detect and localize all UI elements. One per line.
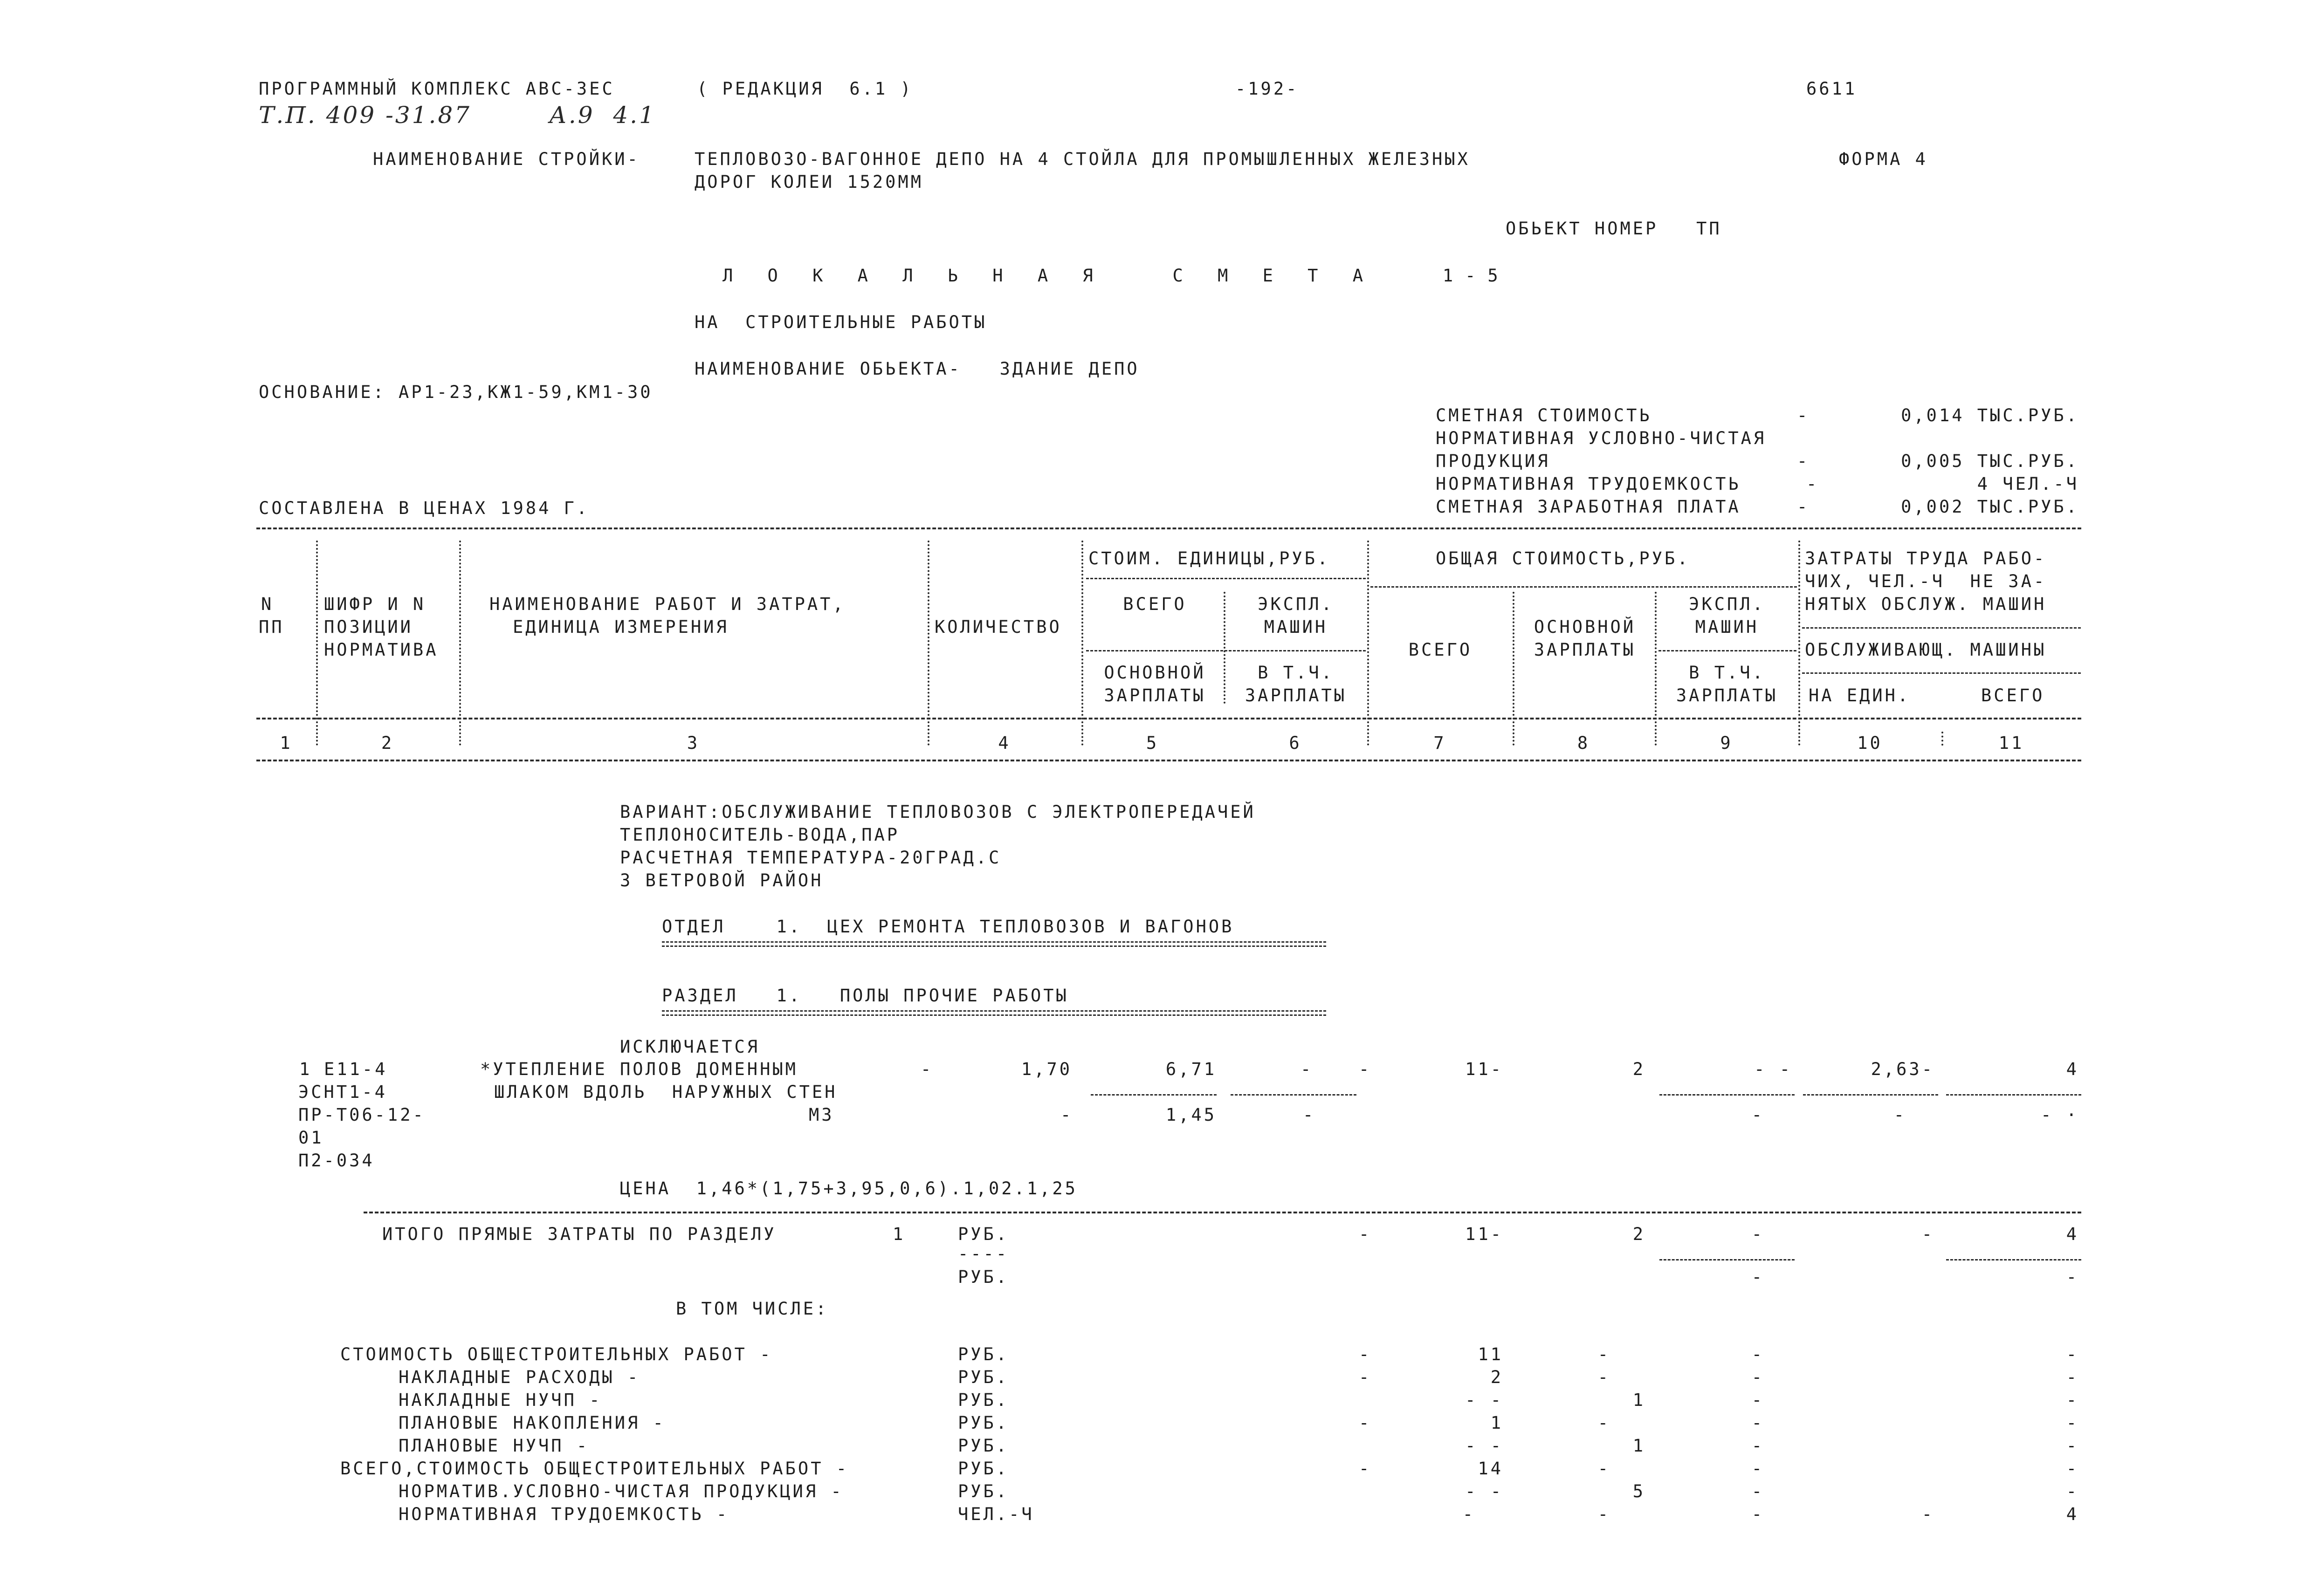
breakdown-value: - (1359, 1344, 1372, 1364)
table-header-rule (256, 718, 2081, 719)
breakdown-value: - (1597, 1504, 1610, 1524)
edition: ( РЕДАКЦИЯ 6.1 ) (697, 79, 913, 99)
col-header-9-sub: ЗАРПЛАТЫ (1676, 685, 1778, 706)
object-number: ОБЬЕКТ НОМЕР ТП (1506, 219, 1722, 239)
totals-unit: РУБ. (958, 1267, 1009, 1287)
breakdown-value: 1 (1632, 1436, 1645, 1456)
document-number: 6611 (1806, 79, 1858, 99)
breakdown-value: 11 (1478, 1344, 1503, 1364)
program-name: ПРОГРАММНЫЙ КОМПЛЕКС АВС-3ЕС (259, 79, 615, 99)
breakdown-value: - (2066, 1413, 2079, 1433)
breakdown-value: 4 (2066, 1504, 2079, 1524)
unit-cost-header: СТОИМ. ЕДИНИЦЫ,РУБ. (1088, 548, 1330, 569)
item-subrule (1659, 1094, 1795, 1096)
breakdown-unit: РУБ. (958, 1367, 1009, 1387)
col-header-1: ПП (259, 617, 284, 637)
item-quantity: 1,70 (1021, 1059, 1072, 1079)
breakdown-value: 5 (1632, 1481, 1645, 1501)
totals-machines-wage: - (1751, 1267, 1764, 1287)
totals-section-number: 1 (893, 1224, 906, 1244)
summary-value: 4 ЧЕЛ.-Ч (1977, 474, 2079, 494)
totals-unit-dash: ---- (958, 1244, 1009, 1264)
breakdown-value: - (1359, 1459, 1372, 1479)
column-divider (1081, 541, 1083, 746)
breakdown-value: - - (1465, 1436, 1503, 1456)
item-total: 11- (1465, 1059, 1503, 1079)
breakdown-label: ПЛАНОВЫЕ НАКОПЛЕНИЯ - (399, 1413, 666, 1433)
col-header-2: НОРМАТИВА (324, 640, 439, 660)
item-labor-machines: - (1893, 1105, 1906, 1125)
breakdown-value: - (1921, 1504, 1934, 1524)
breakdown-value: - (2066, 1367, 2079, 1387)
breakdown-unit: РУБ. (958, 1459, 1009, 1479)
item-unit: М3 (809, 1105, 834, 1125)
summary-label: ПРОДУКЦИЯ (1436, 451, 1550, 471)
breakdown-label: ВСЕГО,СТОИМОСТЬ ОБЩЕСТРОИТЕЛЬНЫХ РАБОТ - (340, 1459, 849, 1479)
column-divider (1513, 592, 1514, 746)
item-name: ШЛАКОМ ВДОЛЬ НАРУЖНЫХ СТЕН (494, 1082, 838, 1102)
col-number: 9 (1720, 733, 1733, 753)
col-number: 8 (1577, 733, 1590, 753)
breakdown-value: - (1462, 1504, 1475, 1524)
col-header-5-sub: ОСНОВНОЙ (1104, 663, 1206, 683)
item-labor-machines-total: - · (2041, 1105, 2079, 1125)
breakdown-unit: РУБ. (958, 1390, 1009, 1410)
item-machines: - - (1754, 1059, 1792, 1079)
document-subtitle: НА СТРОИТЕЛЬНЫЕ РАБОТЫ (695, 312, 987, 332)
breakdown-value: - (1751, 1413, 1764, 1433)
labor-header: ЧИХ, ЧЕЛ.-Ч НЕ ЗА- (1805, 571, 2047, 591)
totals-base-wage: 2 (1632, 1224, 1645, 1244)
breakdown-value: - (1751, 1390, 1764, 1410)
item-base-wage: 2 (1632, 1059, 1645, 1079)
breakdown-label: НОРМАТИВНАЯ ТРУДОЕМКОСТЬ - (399, 1504, 729, 1524)
col-header-11: ВСЕГО (1981, 685, 2045, 706)
breakdown-unit: РУБ. (958, 1344, 1009, 1364)
header-subrule (1802, 627, 2081, 629)
col-number: 2 (381, 733, 394, 753)
breakdown-value: 14 (1478, 1459, 1503, 1479)
construction-label: НАИМЕНОВАНИЕ СТРОЙКИ- (373, 149, 640, 169)
breakdown-value: - (1751, 1344, 1764, 1364)
item-unit-machines: - (1300, 1059, 1314, 1079)
column-divider (1655, 592, 1657, 746)
col-header-2: ШИФР И N (324, 594, 426, 614)
totals-machines: - (1751, 1224, 1764, 1244)
col-header-2: ПОЗИЦИИ (324, 617, 413, 637)
summary-label: СМЕТНАЯ ЗАРАБОТНАЯ ПЛАТА (1436, 497, 1741, 517)
handwritten-code: Т.П. 409 -31.87 (259, 102, 471, 129)
col-header-3: ЕДИНИЦА ИЗМЕРЕНИЯ (513, 617, 729, 637)
breakdown-value: - (1597, 1367, 1610, 1387)
department-heading: ОТДЕЛ 1. ЦЕХ РЕМОНТА ТЕПЛОВОЗОВ И ВАГОНОВ (662, 917, 1234, 937)
col-number: 3 (687, 733, 700, 753)
breakdown-value: - (1359, 1367, 1372, 1387)
breakdown-value: - (1751, 1459, 1764, 1479)
construction-name-line2: ДОРОГ КОЛЕИ 1520ММ (695, 172, 923, 192)
price-basis: СОСТАВЛЕНА В ЦЕНАХ 1984 Г. (259, 498, 590, 518)
item-unit-base-wage: 1,45 (1165, 1105, 1217, 1125)
totals-top-rule (364, 1212, 2081, 1213)
construction-name-line1: ТЕПЛОВОЗО-ВАГОННОЕ ДЕПО НА 4 СТОЙЛА ДЛЯ ПРОМЫШЛЕННЫХ ЖЕЛЕЗНЫХ (695, 149, 1470, 169)
item-base-dash: - (1060, 1105, 1073, 1125)
breakdown-value: - (1751, 1367, 1764, 1387)
breakdown-value: - (1751, 1481, 1764, 1501)
col-header-4: КОЛИЧЕСТВО (935, 617, 1062, 637)
breakdown-label: НОРМАТИВ.УСЛОВНО-ЧИСТАЯ ПРОДУКЦИЯ - (399, 1481, 844, 1501)
col-number: 1 (280, 733, 293, 753)
item-code: ЭСНТ1-4 (298, 1082, 387, 1102)
document-title: Л О К А Л Ь Н А Я С М Е Т А 1-5 (722, 266, 1510, 286)
summary-dash: - (1797, 497, 1810, 517)
item-unit-total: 6,71 (1165, 1059, 1217, 1079)
totals-unit: РУБ. (958, 1224, 1009, 1244)
column-divider (928, 541, 929, 746)
summary-label: НОРМАТИВНАЯ УСЛОВНО-ЧИСТАЯ (1436, 428, 1767, 448)
col-header-9-sub: В Т.Ч. (1689, 663, 1765, 683)
totals-label: ИТОГО ПРЯМЫЕ ЗАТРАТЫ ПО РАЗДЕЛУ (382, 1224, 777, 1244)
totals-subrule (1946, 1259, 2081, 1260)
col-number: 10 (1857, 733, 1883, 753)
breakdown-value: - - (1465, 1481, 1503, 1501)
variant-line: ВАРИАНТ:ОБСЛУЖИВАНИЕ ТЕПЛОВОЗОВ С ЭЛЕКТРОПЕРЕДАЧЕЙ (620, 802, 1256, 822)
section-heading: РАЗДЕЛ 1. ПОЛЫ ПРОЧИЕ РАБОТЫ (662, 986, 1069, 1006)
item-code: ПР-Т06-12- (298, 1105, 426, 1125)
col-header-10: НА ЕДИН. (1809, 685, 1911, 706)
breakdown-value: - (1597, 1344, 1610, 1364)
header-subrule (1370, 586, 1797, 588)
breakdown-value: - (1751, 1504, 1764, 1524)
breakdown-unit: РУБ. (958, 1436, 1009, 1456)
breakdown-label: ПЛАНОВЫЕ НУЧП - (399, 1436, 590, 1456)
breakdown-value: - (2066, 1459, 2079, 1479)
item-subrule (1803, 1094, 1938, 1096)
breakdown-value: - (1597, 1459, 1610, 1479)
item-code: 01 (298, 1128, 324, 1148)
breakdown-value: 1 (1490, 1413, 1503, 1433)
item-unit-machines: - (1359, 1059, 1372, 1079)
item-labor-unit: 2,63- (1871, 1059, 1934, 1079)
totals-subrule (1659, 1259, 1795, 1260)
page-number: -192- (1235, 79, 1299, 99)
item-unit-incl-wage: - (1303, 1105, 1316, 1125)
item-number: 1 (299, 1059, 312, 1079)
summary-value: 0,005 ТЫС.РУБ. (1901, 451, 2079, 471)
column-divider (1367, 541, 1369, 746)
col-header-6: МАШИН (1264, 617, 1328, 637)
col-header-6-sub: ЗАРПЛАТЫ (1245, 685, 1347, 706)
col-header-8: ОСНОВНОЙ (1534, 617, 1636, 637)
labor-header: ЗАТРАТЫ ТРУДА РАБО- (1805, 548, 2047, 569)
summary-label: СМЕТНАЯ СТОИМОСТЬ (1436, 405, 1652, 425)
object-name: НАИМЕНОВАНИЕ ОБЬЕКТА- ЗДАНИЕ ДЕПО (695, 359, 1140, 379)
breakdown-value: - (2066, 1436, 2079, 1456)
department-underline (662, 941, 1326, 947)
breakdown-value: - (1359, 1413, 1372, 1433)
labor-subheader: ОБСЛУЖИВАЮЩ. МАШИНЫ (1805, 640, 2047, 660)
col-header-1: N (261, 594, 274, 614)
breakdown-value: - (1751, 1436, 1764, 1456)
item-labor-total: 4 (2066, 1059, 2079, 1079)
breakdown-label: НАКЛАДНЫЕ НУЧП - (399, 1390, 602, 1410)
col-number: 5 (1146, 733, 1159, 753)
col-header-3: НАИМЕНОВАНИЕ РАБОТ И ЗАТРАТ, (489, 594, 846, 614)
section-underline (662, 1010, 1326, 1016)
col-number: 11 (1998, 733, 2024, 753)
variant-line: ТЕПЛОНОСИТЕЛЬ-ВОДА,ПАР (620, 825, 900, 845)
totals-total: 11- (1465, 1224, 1503, 1244)
totals-labor-unit: - (1921, 1224, 1934, 1244)
header-subrule (1802, 672, 2081, 674)
totals-unit-cost-dash: - (1359, 1224, 1372, 1244)
breakdown-value: 2 (1490, 1367, 1503, 1387)
including-label: В ТОМ ЧИСЛЕ: (676, 1299, 829, 1319)
summary-dash: - (1797, 405, 1810, 425)
labor-header: НЯТЫХ ОБСЛУЖ. МАШИН (1805, 594, 2047, 614)
item-price-formula: ЦЕНА 1,46*(1,75+3,95,0,6).1,02.1,25 (620, 1178, 1078, 1199)
column-divider (459, 541, 461, 746)
breakdown-value: - (1597, 1413, 1610, 1433)
item-subrule (1231, 1094, 1356, 1096)
breakdown-label: НАКЛАДНЫЕ РАСХОДЫ - (399, 1367, 640, 1387)
variant-line: РАСЧЕТНАЯ ТЕМПЕРАТУРА-20ГРАД.С (620, 848, 1002, 868)
column-divider (1798, 541, 1800, 746)
col-number: 4 (998, 733, 1011, 753)
item-subrule (1946, 1094, 2081, 1096)
item-machines-wage: - (1751, 1105, 1764, 1125)
item-code: Е11-4 (324, 1059, 388, 1079)
header-subrule (1086, 650, 1366, 651)
column-divider (1224, 592, 1225, 704)
col-header-6: ЭКСПЛ. (1258, 594, 1334, 614)
breakdown-unit: РУБ. (958, 1413, 1009, 1433)
basis: ОСНОВАНИЕ: АР1-23,КЖ1-59,КМ1-30 (259, 382, 653, 402)
col-header-5: ВСЕГО (1123, 594, 1187, 614)
header-subrule (1086, 578, 1366, 579)
item-code: П2-034 (298, 1151, 375, 1171)
handwritten-sheet: А.9 4.1 (549, 102, 656, 129)
col-number: 6 (1289, 733, 1302, 753)
breakdown-value: - (2066, 1390, 2079, 1410)
header-subrule (1658, 650, 1796, 651)
item-qty-dash: - (921, 1059, 934, 1079)
item-name: *УТЕПЛЕНИЕ ПОЛОВ ДОМЕННЫМ (480, 1059, 798, 1079)
breakdown-label: СТОИМОСТЬ ОБЩЕСТРОИТЕЛЬНЫХ РАБОТ - (340, 1344, 773, 1364)
col-header-6-sub: В Т.Ч. (1258, 663, 1334, 683)
breakdown-value: - (2066, 1481, 2079, 1501)
breakdown-unit: ЧЕЛ.-Ч (958, 1504, 1034, 1524)
form-label: ФОРМА 4 (1839, 149, 1928, 169)
col-header-9: ЭКСПЛ. (1689, 594, 1765, 614)
excluded-label: ИСКЛЮЧАЕТСЯ (620, 1037, 760, 1057)
summary-label: НОРМАТИВНАЯ ТРУДОЕМКОСТЬ (1436, 474, 1741, 494)
breakdown-unit: РУБ. (958, 1481, 1009, 1501)
breakdown-value: 1 (1632, 1390, 1645, 1410)
col-header-7: ВСЕГО (1408, 640, 1473, 660)
summary-value: 0,014 ТЫС.РУБ. (1901, 405, 2079, 425)
variant-line: 3 ВЕТРОВОЙ РАЙОН (620, 870, 824, 890)
column-divider (316, 541, 318, 746)
summary-dash: - (1797, 451, 1810, 471)
summary-value: 0,002 ТЫС.РУБ. (1901, 497, 2079, 517)
summary-dash: - (1806, 474, 1819, 494)
item-subrule (1091, 1094, 1217, 1096)
total-cost-header: ОБЩАЯ СТОИМОСТЬ,РУБ. (1436, 548, 1690, 569)
totals-labor-total: 4 (2066, 1224, 2079, 1244)
col-header-8: ЗАРПЛАТЫ (1534, 640, 1636, 660)
table-top-rule (256, 527, 2081, 529)
col-header-9: МАШИН (1695, 617, 1759, 637)
table-number-rule (256, 760, 2081, 761)
col-number: 7 (1433, 733, 1446, 753)
totals-labor-machines: - (2066, 1267, 2079, 1287)
col-header-5-sub: ЗАРПЛАТЫ (1104, 685, 1206, 706)
breakdown-value: - - (1465, 1390, 1503, 1410)
breakdown-value: - (2066, 1344, 2079, 1364)
